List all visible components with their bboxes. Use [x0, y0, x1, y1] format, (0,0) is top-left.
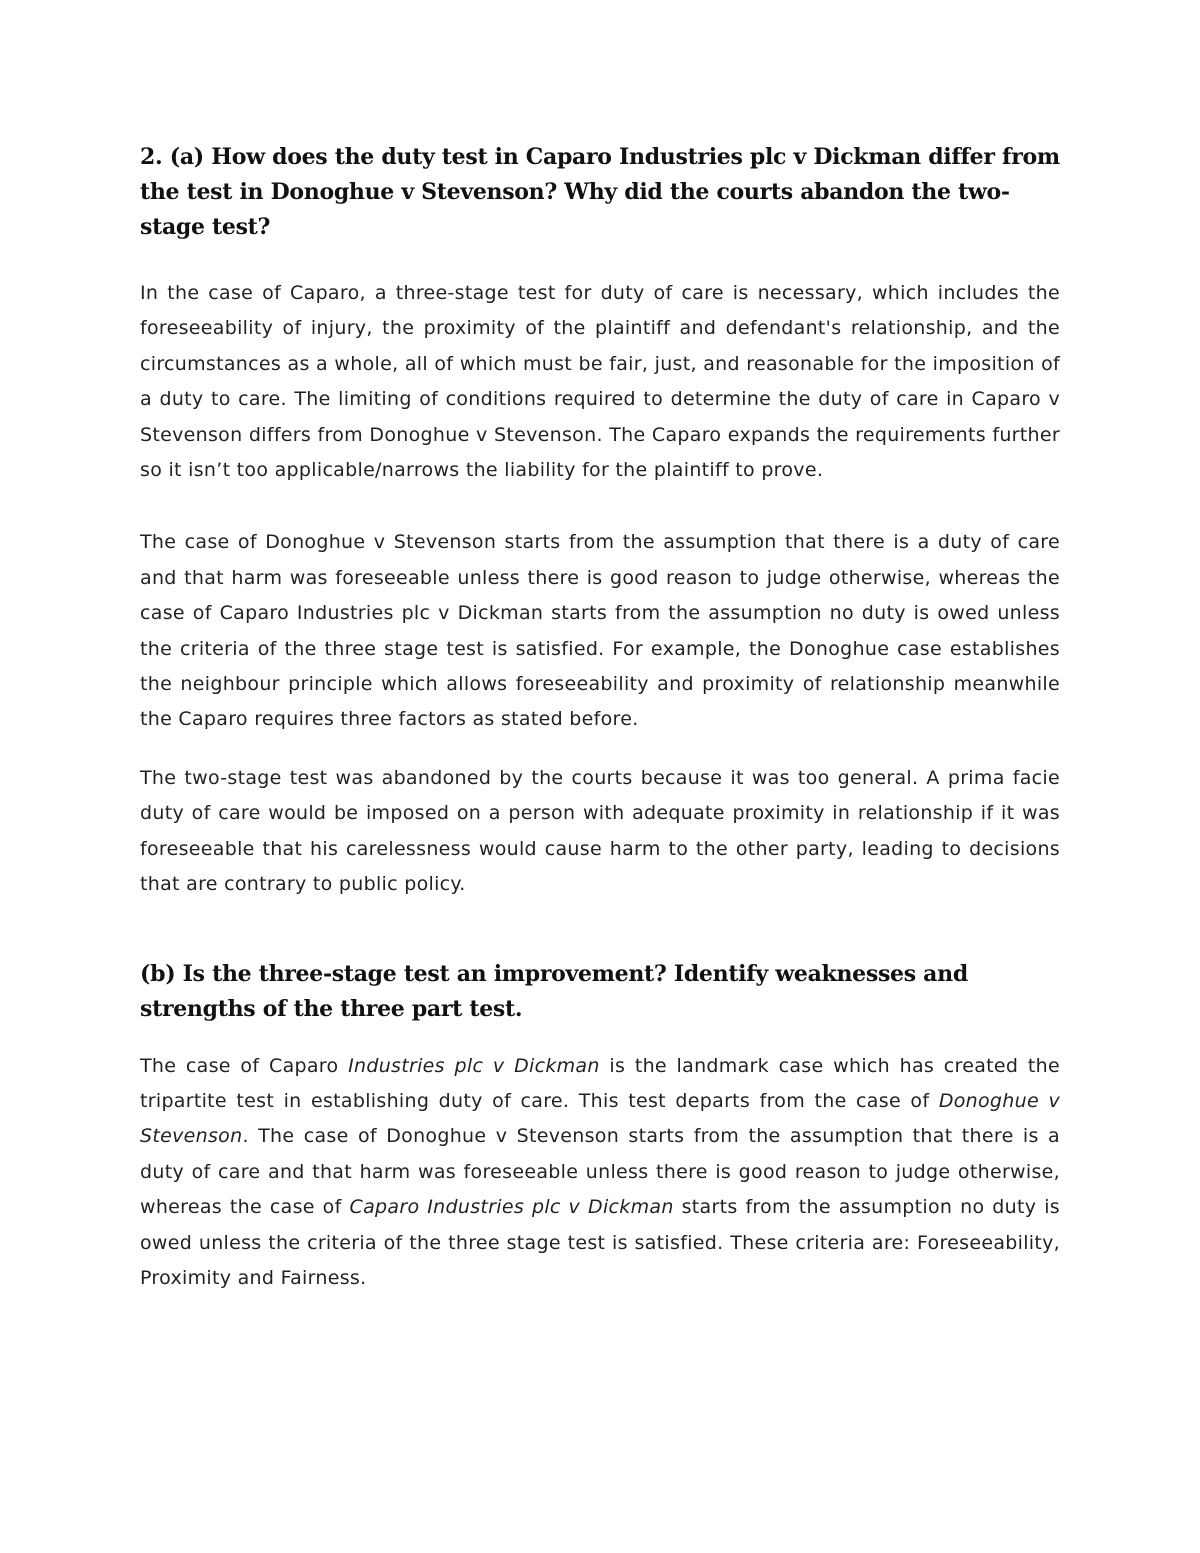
question-b-paragraph [140, 1049, 1060, 1297]
question-a-paragraph-1: In the case of Caparo, a three-stage test for duty of care is necessary, which includes the foreseeability of injury, the proximity of the plaintiff and defendant's relationship, and the circumstances as a whole, all of which must be fair, just, and reasonable for the imposition of a duty to care. The limiting of conditions required to determine the duty of care in Caparo v Stevenson differs from Donoghue v Stevenson. The Caparo expands the requirements further so it isn’t too applicable/narrows the liability for the plaintiff to prove. [140, 282, 1060, 482]
text-segment: . The case of Donoghue v Stevenson starts from the assumption that there is a duty of care and that harm was foreseeable unless there is good reason to judge otherwise, whereas the case of [140, 1125, 1060, 1219]
document-body [140, 140, 1060, 1296]
case-name-italic: Donoghue v Stevenson [140, 1089, 1060, 1148]
question-b-heading: (b) Is the three-stage test an improvement? Identify weaknesses and strengths of the three part test. [140, 960, 968, 1022]
question-a-heading: 2. (a) How does the duty test in Caparo Industries plc v Dickman differ from the test in Donoghue v Stevenson? Why did the courts abandon the two-stage test? [140, 144, 1060, 240]
text-segment: The case of Caparo [140, 1054, 349, 1077]
case-name-italic: Caparo Industries plc v Dickman [349, 1196, 674, 1219]
question-a-paragraph-3: The two-stage test was abandoned by the courts because it was too general. A prima facie duty of care would be imposed on a person with adequate proximity in relationship if it was foreseeable that his carelessness would cause harm to the other party, leading to decisions that are contrary to public policy. [140, 766, 1060, 896]
text-segment: starts from the assumption no duty is owed unless the criteria of the three stage test is satisfied. These criteria are: Foreseeability, Proximity and Fairness. [140, 1196, 1060, 1289]
question-a-paragraph-2: The case of Donoghue v Stevenson starts from the assumption that there is a duty of care and that harm was foreseeable unless there is good reason to judge otherwise, whereas the case of Caparo Industries plc v Dickman starts from the assumption no duty is owed unless the criteria of the three stage test is satisfied. For example, the Donoghue case establishes the neighbour principle which allows foreseeability and proximity of relationship meanwhile the Caparo requires three factors as stated before. [140, 531, 1060, 731]
case-name-italic: Industries plc v Dickman [348, 1054, 600, 1077]
text-segment: is the landmark case which has created the tripartite test in establishing duty of care. This test departs from the case of [140, 1054, 1060, 1112]
